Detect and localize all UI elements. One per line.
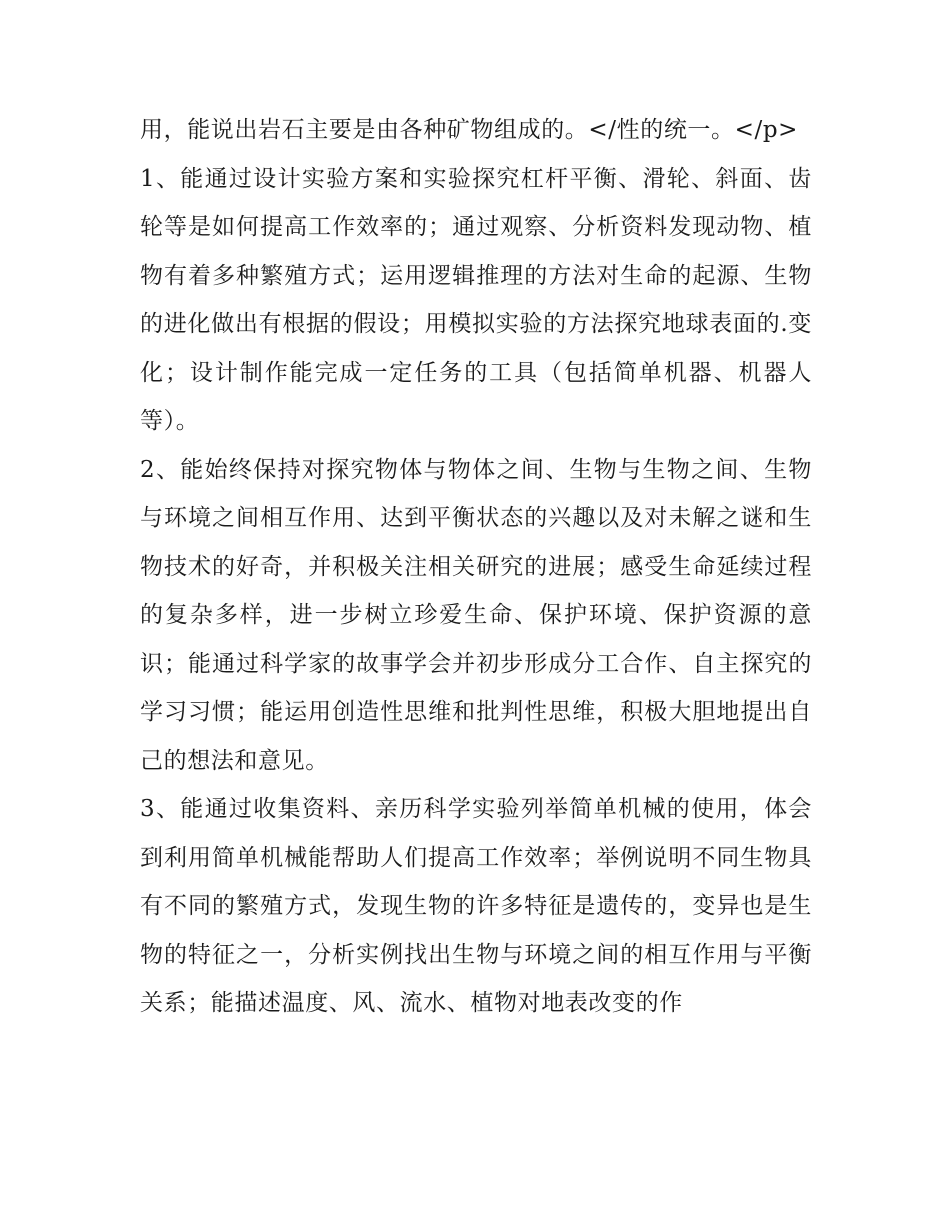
document-body: [140, 106, 812, 1028]
paragraph-1: 1、能通过设计实验方案和实验探究杠杆平衡、滑轮、斜面、齿轮等是如何提高工作效率的；通过观察、分析资料发现动物、植物有着多种繁殖方式；运用逻辑推理的方法对生命的起源、生物的进化做出有根据的假设；用模拟实验的方法探究地球表面的.变化；设计制作能完成一定任务的工具（包括简单机器、机器人等）。: [140, 165, 812, 434]
paragraph-intro: 用，能说出岩石主要是由各种矿物组成的。</性的统一。</p>: [140, 117, 799, 143]
paragraph-3: 3、能通过收集资料、亲历科学实验列举简单机械的使用，体会到利用简单机械能帮助人们提高工作效率；举例说明不同生物具有不同的繁殖方式，发现生物的许多特征是遗传的，变异也是生物的特征之一，分析实例找出生物与环境之间的相互作用与平衡关系；能描述温度、风、流水、植物对地表改变的作: [140, 796, 812, 1016]
paragraph-2: 2、能始终保持对探究物体与物体之间、生物与生物之间、生物与环境之间相互作用、达到平衡状态的兴趣以及对未解之谜和生物技术的好奇，并积极关注相关研究的进展；感受生命延续过程的复杂多样，进一步树立珍爱生命、保护环境、保护资源的意识；能通过科学家的故事学会并初步形成分工合作、自主探究的学习习惯；能运用创造性思维和批判性思维，积极大胆地提出自己的想法和意见。: [140, 456, 812, 774]
